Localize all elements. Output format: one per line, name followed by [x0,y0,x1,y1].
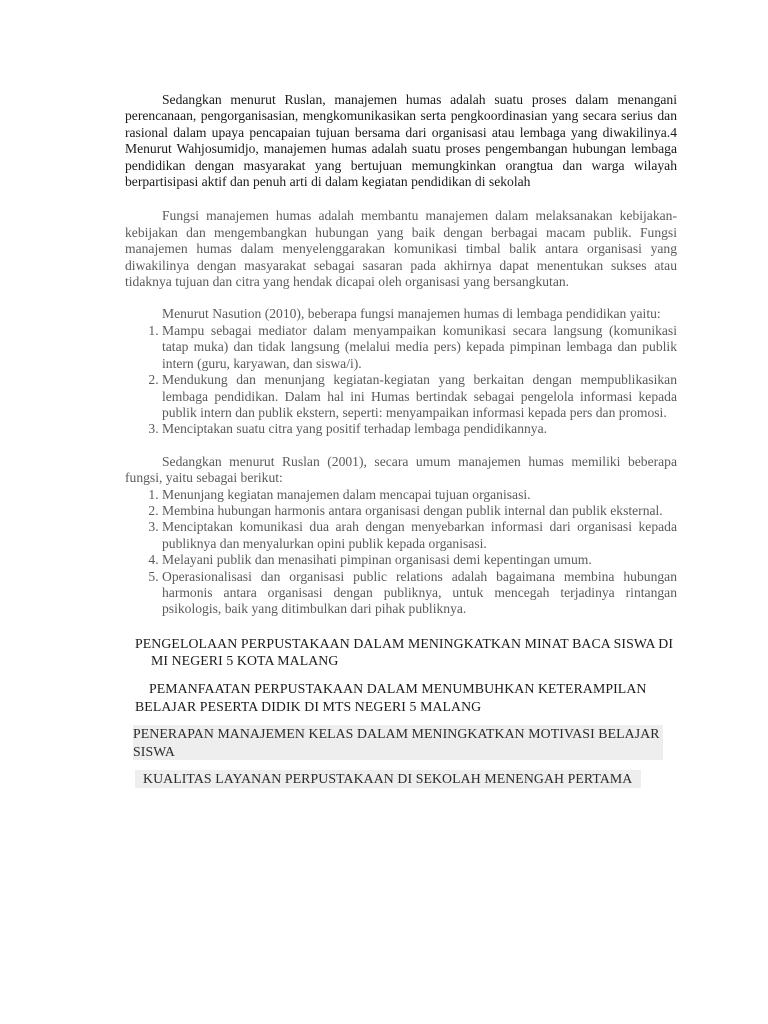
list-item: 4. Melayani publik dan menasihati pimpinan organisasi demi kepentingan umum. [162,552,677,568]
related-title-link-4[interactable]: KUALITAS LAYANAN PERPUSTAKAAN DI SEKOLAH MENENGAH PERTAMA [135,770,641,788]
related-title-link-2[interactable]: PEMANFAATAN PERPUSTAKAAN DALAM MENUMBUHKAN KETERAMPILAN BELAJAR PESERTA DIDIK DI MTS NEGERI 5 MALANG [135,680,647,714]
nasution-function-list [125,323,677,438]
paragraph-nasution-intro: Menurut Nasution (2010), beberapa fungsi manajemen humas di lembaga pendidikan yaitu: [162,306,661,322]
list-item: 3. Menciptakan suatu citra yang positif terhadap lembaga pendidikannya. [162,421,677,437]
list-item: 1. Mampu sebagai mediator dalam menyampaikan komunikasi secara langsung (komunikasi tatap muka) dan tidak langsung (melalui media pers) kepada pimpinan lembaga dan publik intern (guru, karyawan, dan siswa/i). [162,323,677,372]
ruslan-function-list [125,487,677,618]
paragraph-humas-function: Fungsi manajemen humas adalah membantu manajemen dalam melaksanakan kebijakan-kebijakan dan mengembangkan hubungan yang baik dengan berbagai macam publik. Fungsi manajemen humas dalam menyelenggarakan komunikasi timbal balik antara organisasi yang diwakilinya dengan masyarakat sebagai sasaran pada akhirnya dapat menentukan sukses atau tidaknya tujuan dan citra yang hendak dicapai oleh organisasi yang bersangkutan. [125,208,677,290]
list-item: 2. Membina hubungan harmonis antara organisasi dengan publik internal dan publik eksternal. [162,503,677,519]
related-title-link-1[interactable]: PENGELOLAAN PERPUSTAKAAN DALAM MENINGKATKAN MINAT BACA SISWA DI MI NEGERI 5 KOTA MALANG [135,635,674,669]
related-title-link-3[interactable]: PENERAPAN MANAJEMEN KELAS DALAM MENINGKATKAN MOTIVASI BELAJAR SISWA [133,725,663,760]
list-item: 2. Mendukung dan menunjang kegiatan-kegiatan yang berkaitan dengan mempublikasikan lembaga pendidikan. Dalam hal ini Humas bertindak sebagai pengelola informasi kepada publik intern dan publik ekstern, seperti: menyampaikan informasi kepada pers dan promosi. [162,372,677,421]
paragraph-ruslan-definition: Sedangkan menurut Ruslan, manajemen humas adalah suatu proses dalam menangani perencanaan, pengorganisasian, mengkomunikasikan serta pengkoordinasian yang secara serius dan rasional dalam upaya pencapaian tujuan bersama dari organisasi atau lembaga yang diwakilinya.4 Menurut Wahjosumidjo, manajemen humas adalah suatu proses pengembangan hubungan lembaga pendidikan dengan masyarakat yang bertujuan memungkinkan orangtua dan warga wilayah berpartisipasi aktif dan penuh arti di dalam kegiatan pendidikan di sekolah [125,92,677,190]
list-item: 1. Menunjang kegiatan manajemen dalam mencapai tujuan organisasi. [162,487,677,503]
list-item: 5. Operasionalisasi dan organisasi public relations adalah bagaimana membina hubungan harmonis antara organisasi dengan publiknya, untuk mencegah terjadinya rintangan psikologis, baik yang ditimbulkan dari pihak publiknya. [162,569,677,618]
list-item: 3. Menciptakan komunikasi dua arah dengan menyebarkan informasi dari organisasi kepada publiknya dan menyalurkan opini publik kepada organisasi. [162,519,677,552]
document-page [125,92,677,788]
paragraph-ruslan-2001-intro: Sedangkan menurut Ruslan (2001), secara umum manajemen humas memiliki beberapa fungsi, yaitu sebagai berikut: [125,453,677,486]
